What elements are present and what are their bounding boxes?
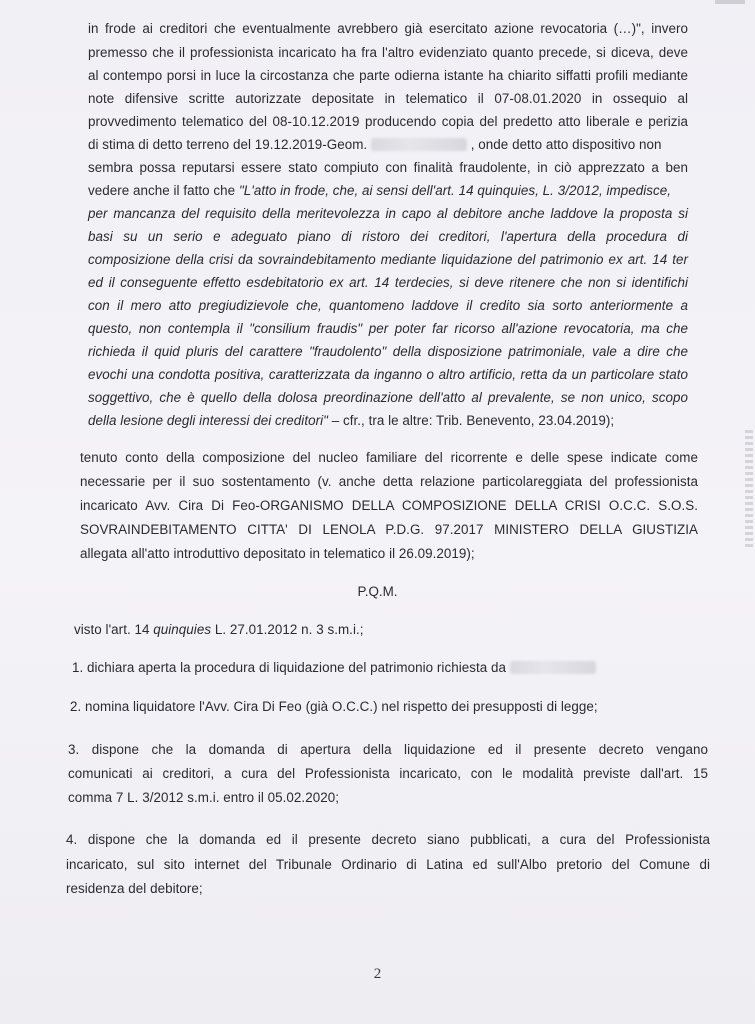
quote-line: con il mero atto pregiudizievole che, quantomeno laddove il credito sia sorto anteriormente a <box>88 298 688 313</box>
text-segment: , onde detto atto dispositivo non <box>470 137 662 152</box>
text-line: note difensive scritte autorizzate depositate in telematico il 07-08.01.2020 in ossequio al <box>88 91 688 106</box>
text-segment: 1. dichiara aperta la procedura di liquidazione del patrimonio richiesta da <box>72 660 506 675</box>
text-line: al contempo porsi in luce la circostanza che parte odierna istante ha chiarito siffatti profili mediante <box>88 68 688 83</box>
decree-item-4-line: 4. dispone che la domanda ed il presente decreto siano pubblicati, a cura del Professionista <box>66 832 710 847</box>
decree-item-4-line: residenza del debitore; <box>66 881 203 896</box>
decree-item-1 <box>72 658 596 678</box>
text-line-with-redaction <box>88 135 662 155</box>
page-number: 2 <box>373 966 382 982</box>
quote-segment: della lesione degli interessi dei creditori" <box>88 413 328 428</box>
quote-segment: "L'atto in frode, che, ai sensi dell'art. 14 quinquies, L. 3/2012, impedisce, <box>238 183 671 198</box>
decree-item-3-line: comunicati ai creditori, a cura del Professionista incaricato, con le modalità previste dall'art. 15 <box>68 766 708 781</box>
italic-segment: quinquies <box>153 622 212 637</box>
text-segment: L. 27.01.2012 n. 3 s.m.i.; <box>211 622 364 637</box>
scan-artifact-top <box>715 0 745 4</box>
text-line: sembra possa reputarsi essere stato compiuto con finalità fraudolente, in ciò apprezzato a ben <box>88 160 688 175</box>
quote-line: questo, non contempla il "consilium fraudis" per poter far ricorso all'azione revocatoria, ma che <box>88 321 688 336</box>
scan-artifact-edge <box>745 430 753 550</box>
decree-item-3-line: comma 7 L. 3/2012 s.m.i. entro il 05.02.2020; <box>68 790 339 805</box>
text-line: allegata all'atto introduttivo depositato in telematico il 26.09.2019); <box>80 546 475 561</box>
text-line: necessarie per il suo sostentamento (v. anche detta relazione particolareggiata del professionista <box>80 474 698 489</box>
text-line-mixed <box>88 411 614 431</box>
decree-item-2: 2. nomina liquidatore l'Avv. Cira Di Feo (già O.C.C.) nel rispetto dei presupposti di legge; <box>70 699 598 714</box>
text-line: SOVRAINDEBITAMENTO CITTA' DI LENOLA P.D.G. 97.2017 MINISTERO DELLA GIUSTIZIA <box>80 522 698 537</box>
text-line: in frode ai creditori che eventualmente avrebbero già esercitato azione revocatoria (…)", invero <box>88 21 688 36</box>
text-segment: – cfr., tra le altre: Trib. Benevento, 23.04.2019); <box>327 413 615 428</box>
quote-line: composizione della crisi da sovraindebitamento mediante liquidazione del patrimonio ex art. 14 ter <box>88 252 688 267</box>
text-line: premesso che il professionista incaricato ha fra l'altro evidenziato quanto precede, si diceva, deve <box>88 45 688 60</box>
quote-line: per mancanza del requisito della meritevolezza in capo al debitore anche laddove la proposta si <box>88 206 688 221</box>
pqm-heading: P.Q.M. <box>357 584 398 599</box>
text-line: incaricato Avv. Cira Di Feo-ORGANISMO DELLA COMPOSIZIONE DELLA CRISI O.C.C. S.O.S. <box>80 498 698 513</box>
redacted-name <box>510 661 596 674</box>
text-segment: visto l'art. 14 <box>74 622 154 637</box>
quote-line: soggettivo, che è quello della dolosa preordinazione dell'atto al prevalente, se non unico, scopo <box>88 390 688 405</box>
text-line-mixed <box>88 181 671 201</box>
redacted-name <box>371 138 467 151</box>
text-segment: di stima di detto terreno del 19.12.2019-Geom. <box>88 137 368 152</box>
text-segment: vedere anche il fatto che <box>88 183 239 198</box>
decree-item-4-line: incaricato, sul sito internet del Tribunale Ordinario di Latina ed sull'Albo pretorio del Comune di <box>66 857 710 872</box>
decree-item-3-line: 3. dispone che la domanda di apertura della liquidazione ed il presente decreto vengano <box>68 742 708 757</box>
quote-line: basi su un serio e adeguato piano di ristoro dei creditori, l'apertura della procedura di <box>88 229 688 244</box>
quote-line: ed il conseguente effetto esdebitatorio ex art. 14 terdecies, si deve ritenere che non si identifichi <box>88 275 688 290</box>
visto-line <box>74 620 364 640</box>
text-line: tenuto conto della composizione del nucleo familiare del ricorrente e delle spese indicate come <box>80 450 698 465</box>
quote-line: richieda il quid pluris del carattere "fraudolento" della disposizione patrimoniale, vale a dire che <box>88 344 688 359</box>
quote-line: evochi una condotta positiva, caratterizzata da inganno o altro artificio, retta da un particolare stato <box>88 367 688 382</box>
text-line: provvedimento telematico del 08-10.12.2019 producendo copia del predetto atto liberale e perizia <box>88 114 688 129</box>
